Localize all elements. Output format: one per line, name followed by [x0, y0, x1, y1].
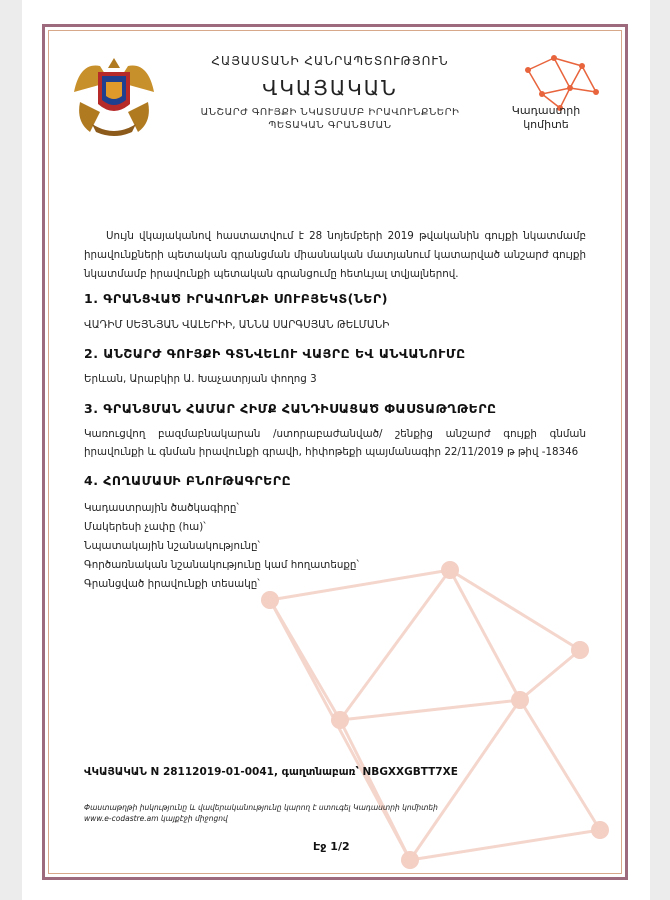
- certificate-number: ՎԿԱՅԱԿԱՆ N 28112019-01-0041, գաղտնաբառ՝ NBGXXGBTT7XE: [84, 766, 458, 778]
- republic-heading: ՀԱՅԱՍՏԱՆԻ ՀԱՆՐԱՊԵՏՈՒԹՅՈՒՆ: [211, 54, 449, 68]
- intro-paragraph: Սույն վկայականով հաստատվում է 28 նոյեմբերի 2019 թվականին գույքի նկատմամբ իրավունքների պետական գրանցման միասնական մատյանում կատարված անշարժ գույքի նկատմամբ իրավունքի պետական գրանցումը հետևյալ տվյալներով.: [84, 230, 586, 280]
- logo-caption: [496, 104, 596, 132]
- page-number: Էջ 1/2: [313, 840, 350, 853]
- section-3-body-line2: իրավունքի և գնման իրավունքի գրավի, հիփոթեքի պայմանագիր 22/11/2019 թ թիվ -18346: [84, 446, 579, 458]
- section-3-body-line1: Կառուցվող բազմաբնակարան /ստորաբաժանված/ շենքից անշարժ գույքի գնման: [84, 428, 586, 440]
- certificate-subtitle: [170, 106, 490, 132]
- section-1-body: ՎԱԴԻՄ ՍԵՅՆՅԱՆ ՎԱԼԵՐԻԻ, ԱՆՆԱ ՍԱՐԳՍՅԱՆ ԹԵԼՄԱՆԻ: [84, 319, 390, 331]
- subtitle-line1: ԱՆՇԱՐԺ ԳՈՒՅՔԻ ՆԿԱՏՄԱՄԲ ԻՐԱՎՈՒՆՔՆԵՐԻ: [200, 107, 460, 118]
- footnote-line1: Փաստաթղթի իսկությունը և վավերականությունը կարող է ստուգել Կադաստրի կոմիտեի: [84, 803, 438, 812]
- section-1-title: 1. ԳՐԱՆՑՎԱԾ ԻՐԱՎՈՒՆՔԻ ՍՈՒԲՅԵԿՏ(ՆԵՐ): [84, 291, 388, 306]
- cadastre-committee-logo-icon: [520, 52, 602, 112]
- armenian-coat-of-arms-icon: [70, 52, 158, 138]
- land-field-functional-use: Գործառնական նշանակությունը կամ հողատեսքը՝: [84, 559, 359, 571]
- land-field-right-type: Գրանցված իրավունքի տեսակը՝: [84, 578, 260, 590]
- section-4-title: 4. ՀՈՂԱՄԱՍԻ ԲՆՈՒԹԱԳՐԵՐԸ: [84, 473, 292, 488]
- footnote-line2: www.e-codastre.am կայքէջի միջոցով: [84, 814, 228, 823]
- land-fields-list: [84, 499, 359, 594]
- subtitle-line2: ՊԵՏԱԿԱՆ ԳՐԱՆՑՄԱՆ: [268, 120, 392, 131]
- land-field-area: Մակերեսի չափը (հա)՝: [84, 521, 206, 533]
- logo-caption-line2: կոմիտե: [523, 118, 569, 131]
- section-2-body: Երևան, Արաբկիր Ա. Խաչատրյան փողոց 3: [84, 373, 317, 385]
- logo-caption-line1: Կադաստրի: [511, 104, 581, 117]
- land-field-purpose: Նպատակային նշանակությունը՝: [84, 540, 260, 552]
- certificate-title: ՎԿԱՅԱԿԱՆ: [262, 76, 398, 100]
- section-3-title: 3. ԳՐԱՆՑՄԱՆ ՀԱՄԱՐ ՀԻՄՔ ՀԱՆԴԻՍԱՑԱԾ ՓԱՍՏԱԹՂԹԵՐԸ: [84, 401, 497, 416]
- verification-footnote: [84, 802, 438, 824]
- land-field-cadastral-code: Կադաստրային ծածկագիրը՝: [84, 502, 239, 514]
- section-2-title: 2. ԱՆՇԱՐԺ ԳՈՒՅՔԻ ԳՏՆՎԵԼՈՒ ՎԱՅՐԸ ԵՎ ԱՆՎԱՆՈՒՄԸ: [84, 346, 466, 361]
